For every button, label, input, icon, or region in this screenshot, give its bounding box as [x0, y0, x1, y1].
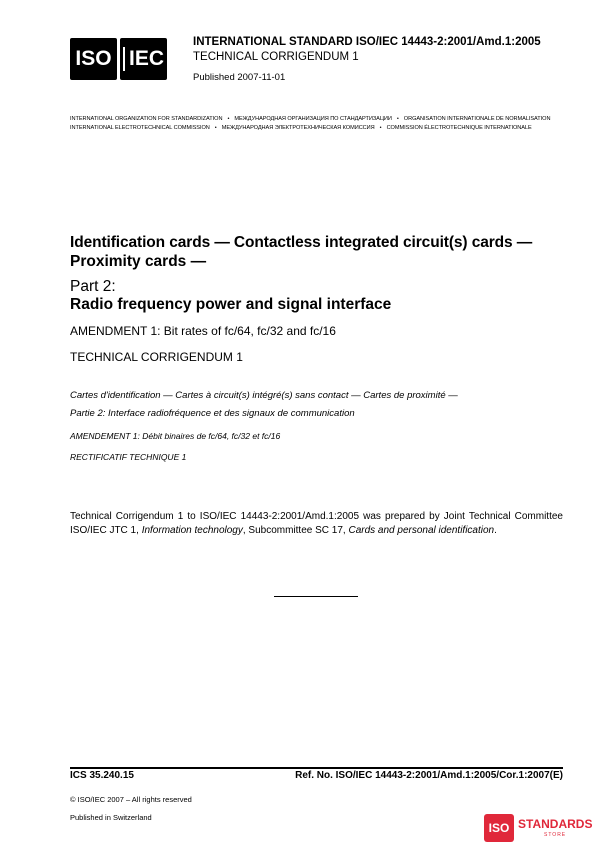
part-label: Part 2:: [70, 278, 116, 295]
watermark-iso-box: [484, 814, 514, 842]
separator-rule: [274, 596, 358, 597]
copyright: © ISO/IEC 2007 – All rights reserved: [70, 795, 192, 804]
committee-name: Information technology: [141, 525, 243, 536]
reference-number: Ref. No. ISO/IEC 14443-2:2001/Amd.1:2005/Cor.1:2007(E): [295, 770, 563, 781]
corrigendum-header: TECHNICAL CORRIGENDUM 1: [193, 51, 359, 63]
paragraph-text: , Subcommittee SC 17,: [242, 525, 349, 536]
iso-logo-text: ISO: [75, 47, 112, 70]
iec-logo-text: IEC: [123, 47, 164, 71]
french-amendment: AMENDEMENT 1: Débit binaires de fc/64, fc/32 et fc/16: [70, 431, 281, 441]
iso-standards-store-watermark: [482, 810, 597, 846]
title-line-2: Proximity cards —: [70, 253, 207, 270]
org-iso-en: INTERNATIONAL ORGANIZATION FOR STANDARDIZATION: [70, 116, 223, 122]
amendment-title: AMENDMENT 1: Bit rates of fc/64, fc/32 and fc/16: [70, 324, 336, 338]
org-separator: •: [379, 125, 382, 131]
watermark-iso-text: ISO: [488, 821, 510, 835]
org-iec-ru: МЕЖДУНАРОДНАЯ ЭЛЕКТРОТЕХНИЧЕСКАЯ КОМИССИЯ: [221, 125, 375, 131]
iec-logo: [120, 38, 167, 80]
french-rectificatif: RECTIFICATIF TECHNIQUE 1: [70, 452, 187, 462]
part-title: Radio frequency power and signal interface: [70, 296, 392, 313]
ics-code: ICS 35.240.15: [70, 770, 134, 781]
org-iso-ru: МЕЖДУНАРОДНАЯ ОРГАНИЗАЦИЯ ПО СТАНДАРТИЗАЦИИ: [234, 116, 392, 122]
organizations-row-1: [70, 116, 550, 122]
french-title-line-1: Cartes d'identification — Cartes à circuit(s) intégré(s) sans contact — Cartes de proximité —: [70, 390, 458, 401]
footer-rule: [70, 767, 563, 769]
org-separator: •: [214, 125, 217, 131]
watermark-standards-text: STANDARDS: [518, 817, 593, 831]
org-iso-fr: ORGANISATION INTERNATIONALE DE NORMALISATION: [403, 116, 551, 122]
prepared-by-paragraph: [70, 510, 563, 538]
organizations-row-2: [70, 125, 532, 131]
org-iec-en: INTERNATIONAL ELECTROTECHNICAL COMMISSION: [70, 125, 210, 131]
org-separator: •: [227, 116, 230, 122]
published-in: Published in Switzerland: [70, 813, 152, 822]
org-separator: •: [396, 116, 399, 122]
french-title-line-2: Partie 2: Interface radiofréquence et des signaux de communication: [70, 408, 355, 419]
corrigendum-title: TECHNICAL CORRIGENDUM 1: [70, 350, 243, 364]
iso-logo: [70, 38, 117, 80]
org-iec-fr: COMMISSION ÉLECTROTECHNIQUE INTERNATIONALE: [386, 125, 532, 131]
paragraph-text: .: [494, 525, 497, 536]
published-date: Published 2007-11-01: [193, 72, 286, 83]
watermark-store-text: STORE: [544, 832, 567, 838]
standard-designation: INTERNATIONAL STANDARD ISO/IEC 14443-2:2001/Amd.1:2005: [193, 36, 541, 48]
paragraph-text: Technical Corrigendum 1 to ISO/IEC 14443-2:2001/Amd.1:2005 was prepared by Joint Technical Committee ISO/IEC JTC 1,: [70, 511, 563, 536]
title-line-1: Identification cards — Contactless integrated circuit(s) cards —: [70, 234, 533, 251]
subcommittee-name: Cards and personal identification: [348, 525, 495, 536]
